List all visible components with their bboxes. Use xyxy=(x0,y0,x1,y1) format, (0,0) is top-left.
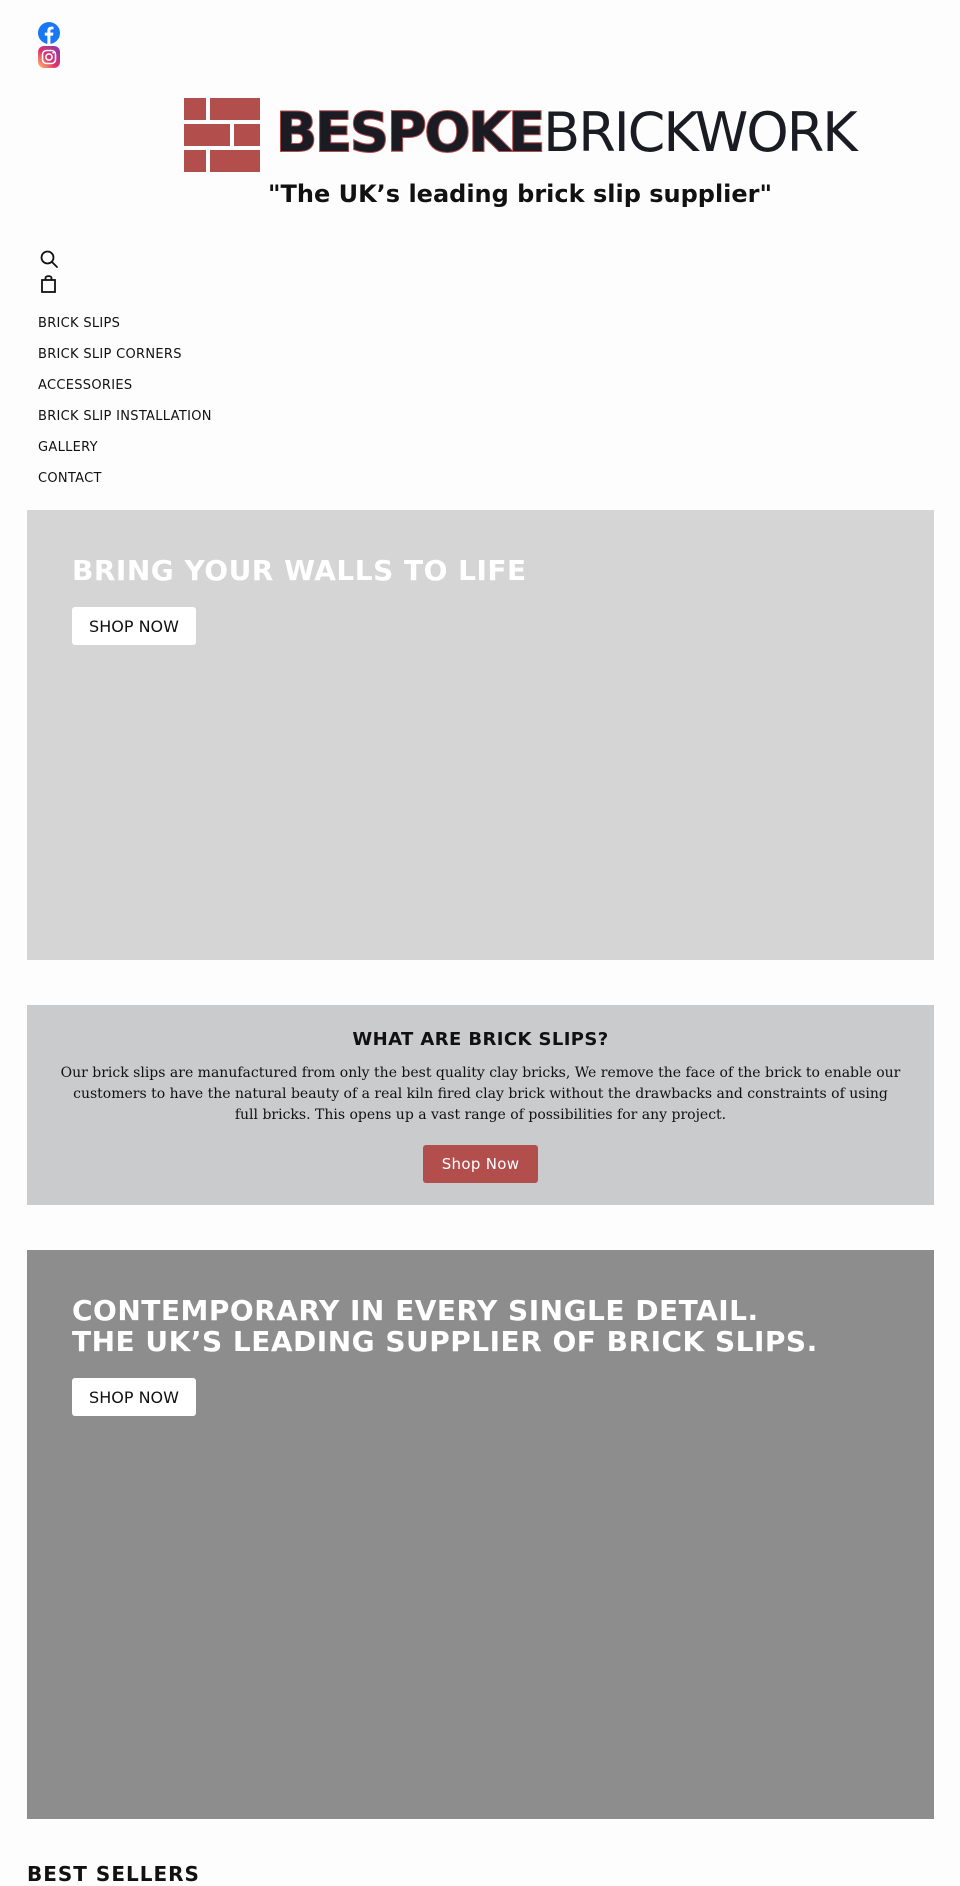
hero-2-heading-line-2: THE UK’S LEADING SUPPLIER OF BRICK SLIPS. xyxy=(72,1325,818,1358)
logo-word-brickwork: BRICKWORK xyxy=(543,101,856,164)
hero-banner-1 xyxy=(27,510,934,960)
best-sellers-heading: BEST SELLERS xyxy=(27,1862,200,1886)
header-tools xyxy=(38,248,60,296)
about-heading: WHAT ARE BRICK SLIPS? xyxy=(352,1029,609,1050)
nav-item-brick-slip-corners[interactable]: BRICK SLIP CORNERS xyxy=(38,347,182,362)
nav-item-gallery[interactable]: GALLERY xyxy=(38,440,98,455)
instagram-icon[interactable] xyxy=(38,46,60,68)
nav-item-brick-slip-installation[interactable]: BRICK SLIP INSTALLATION xyxy=(38,409,212,424)
hero-2-shop-now-button[interactable]: SHOP NOW xyxy=(72,1378,196,1416)
shopping-bag-icon[interactable] xyxy=(38,272,60,294)
about-body: Our brick slips are manufactured from only the best quality clay bricks, We remove the face of the brick to enable our customers to have the natural beauty of a real kiln fired clay brick without the drawbacks and constraints of using full bricks. This opens up a vast range of possibilities for any project. xyxy=(60,1065,901,1123)
about-shop-now-button[interactable]: Shop Now xyxy=(423,1145,538,1183)
facebook-icon[interactable] xyxy=(38,22,60,44)
tagline: "The UK’s leading brick slip supplier" xyxy=(268,180,773,208)
hero-banner-2 xyxy=(27,1250,934,1819)
brick-logo-icon xyxy=(184,98,260,178)
nav-item-accessories[interactable]: ACCESSORIES xyxy=(38,378,133,393)
hero-2-heading-line-1: CONTEMPORARY IN EVERY SINGLE DETAIL. xyxy=(72,1294,759,1327)
search-icon[interactable] xyxy=(38,248,60,270)
what-are-brick-slips-section xyxy=(27,1005,934,1205)
hero-1-shop-now-button[interactable]: SHOP NOW xyxy=(72,607,196,645)
logo-word-bespoke: BESPOKE xyxy=(276,101,544,164)
hero-2-heading xyxy=(72,1295,818,1357)
logo-wordmark xyxy=(276,101,856,164)
main-nav xyxy=(38,316,212,502)
hero-1-heading: BRING YOUR WALLS TO LIFE xyxy=(72,554,527,587)
social-links xyxy=(38,22,60,70)
nav-item-brick-slips[interactable]: BRICK SLIPS xyxy=(38,316,121,331)
nav-item-contact[interactable]: CONTACT xyxy=(38,471,102,486)
